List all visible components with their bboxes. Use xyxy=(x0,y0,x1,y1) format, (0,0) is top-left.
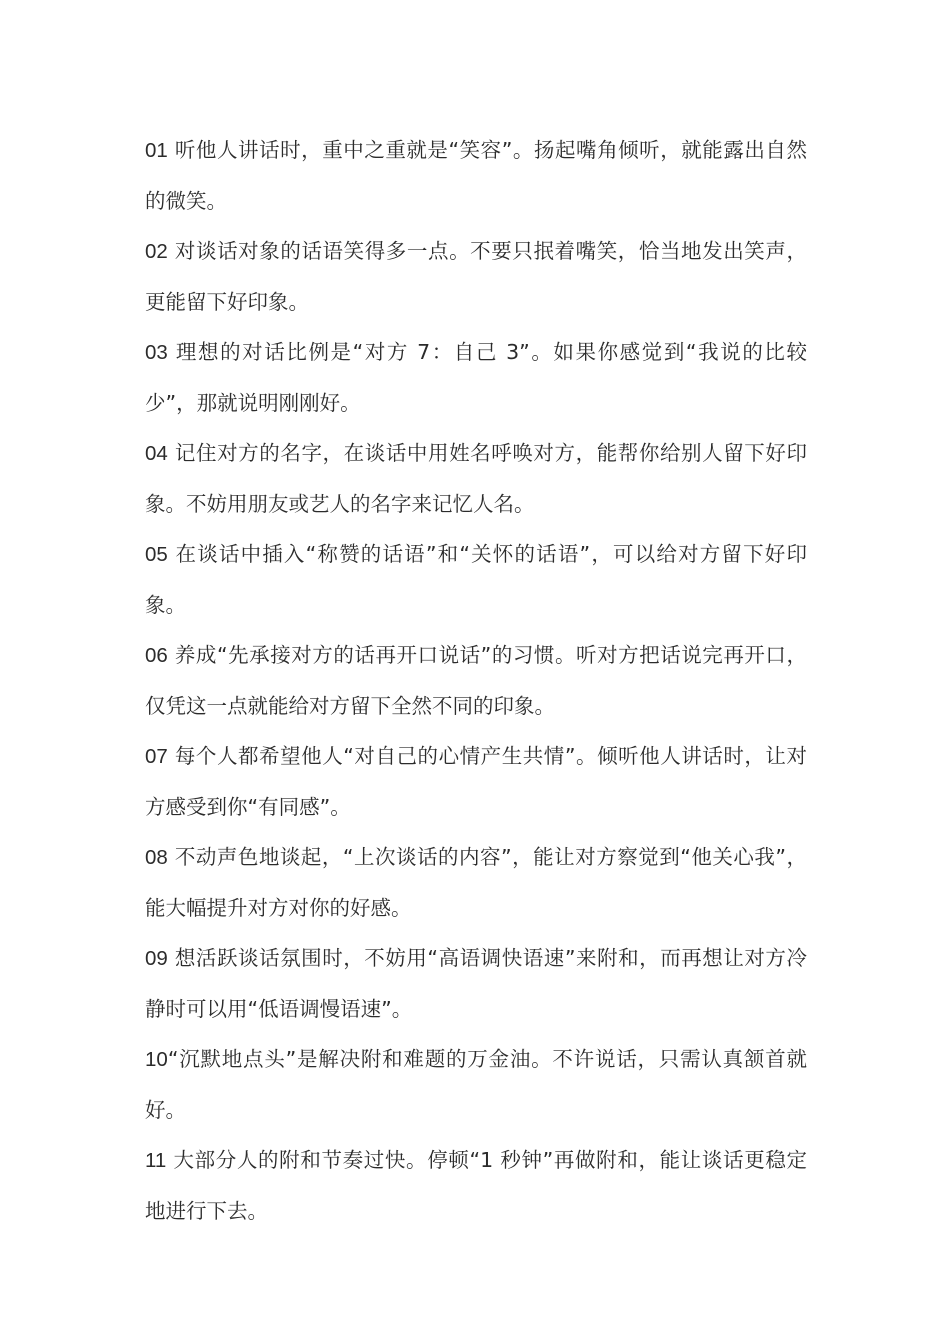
paragraph-number: 10 xyxy=(145,1048,168,1071)
paragraph-number: 06 xyxy=(145,644,168,667)
paragraph-11 xyxy=(145,1135,807,1236)
paragraph-number: 11 xyxy=(145,1149,167,1172)
paragraph-07 xyxy=(145,731,807,832)
paragraph-text: 在谈话中插入“称赞的话语”和“关怀的话语”，可以给对方留下好印象。 xyxy=(145,542,807,617)
paragraph-text: 理想的对话比例是“对方 7：自己 3”。如果你感觉到“我说的比较少”，那就说明刚刚好。 xyxy=(145,340,807,415)
paragraph-04 xyxy=(145,428,807,529)
paragraph-number: 03 xyxy=(145,341,168,364)
paragraph-09 xyxy=(145,933,807,1034)
paragraph-text: 想活跃谈话氛围时，不妨用“高语调快语速”来附和，而再想让对方冷静时可以用“低语调慢语速”。 xyxy=(145,946,807,1021)
paragraph-text: 不动声色地谈起，“上次谈话的内容”，能让对方察觉到“他关心我”，能大幅提升对方对你的好感。 xyxy=(145,845,807,920)
paragraph-number: 07 xyxy=(145,745,168,768)
paragraph-number: 08 xyxy=(145,846,168,869)
paragraph-02 xyxy=(145,226,807,327)
paragraph-01 xyxy=(145,125,807,226)
paragraph-text: 大部分人的附和节奏过快。停顿“1 秒钟”再做附和，能让谈话更稳定地进行下去。 xyxy=(145,1148,807,1223)
paragraph-number: 01 xyxy=(145,139,168,162)
paragraph-number: 05 xyxy=(145,543,168,566)
paragraph-text: 听他人讲话时，重中之重就是“笑容”。扬起嘴角倾听，就能露出自然的微笑。 xyxy=(145,138,807,213)
paragraph-10 xyxy=(145,1034,807,1135)
document-body xyxy=(145,125,807,1236)
paragraph-number: 09 xyxy=(145,947,168,970)
paragraph-05 xyxy=(145,529,807,630)
paragraph-08 xyxy=(145,832,807,933)
paragraph-text: 对谈话对象的话语笑得多一点。不要只抿着嘴笑，恰当地发出笑声，更能留下好印象。 xyxy=(145,239,807,314)
paragraph-text: “沉默地点头”是解决附和难题的万金油。不许说话，只需认真颔首就好。 xyxy=(145,1047,807,1122)
paragraph-03 xyxy=(145,327,807,428)
paragraph-text: 每个人都希望他人“对自己的心情产生共情”。倾听他人讲话时，让对方感受到你“有同感”。 xyxy=(145,744,807,819)
paragraph-text: 养成“先承接对方的话再开口说话”的习惯。听对方把话说完再开口，仅凭这一点就能给对方留下全然不同的印象。 xyxy=(145,643,807,718)
paragraph-06 xyxy=(145,630,807,731)
paragraph-number: 04 xyxy=(145,442,168,465)
paragraph-text: 记住对方的名字，在谈话中用姓名呼唤对方，能帮你给别人留下好印象。不妨用朋友或艺人的名字来记忆人名。 xyxy=(145,441,807,516)
paragraph-number: 02 xyxy=(145,240,168,263)
